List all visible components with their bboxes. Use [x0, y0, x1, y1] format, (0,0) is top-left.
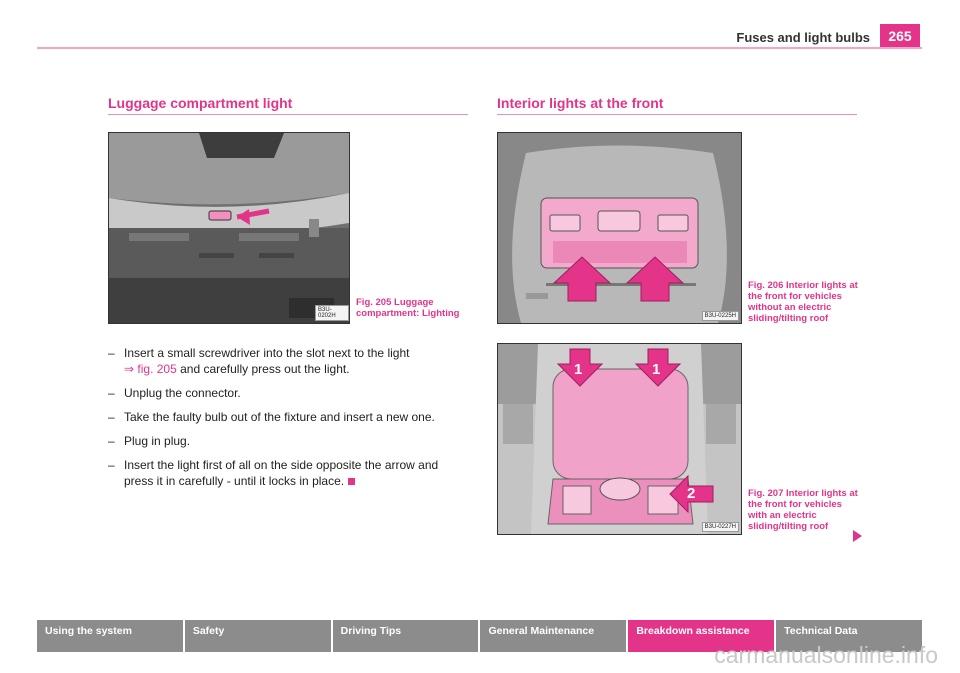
step-item — [108, 457, 468, 489]
next-page-arrow-icon[interactable] — [853, 530, 862, 542]
figure-205-caption: Fig. 205 Luggage compartment: Lighting — [356, 297, 460, 319]
tab-general-maintenance[interactable]: General Maintenance — [480, 620, 626, 652]
figure-207-caption: Fig. 207 Interior lights at the front for vehicles with an electric sliding/tilting roof — [748, 488, 858, 532]
watermark: carmanualsonline.info — [714, 642, 938, 668]
tab-breakdown-assistance[interactable]: Breakdown assistance — [628, 620, 774, 652]
step-5-text: Insert the light first of all on the side opposite the arrow and press it in carefully - until it locks in place. — [124, 458, 439, 488]
tab-technical-data[interactable]: Technical Data — [776, 620, 922, 652]
page-number: 265 — [880, 24, 920, 48]
tab-safety[interactable]: Safety — [185, 620, 331, 652]
figure-207-interior-lights — [497, 343, 742, 535]
step-item — [108, 385, 468, 401]
figure-code-205: B3U-0202H — [315, 305, 349, 321]
step-1-text-after: and carefully press out the light. — [176, 362, 350, 376]
interior-lights-no-roof-illustration — [498, 133, 741, 323]
figure-206-interior-lights — [497, 132, 742, 324]
step-1-text: Insert a small screwdriver into the slot next to the light — [124, 346, 410, 360]
section-title-luggage-light: Luggage compartment light — [108, 95, 293, 111]
callout-1-left: 1 — [574, 361, 583, 378]
step-3-text: Take the faulty bulb out of the fixture and insert a new one. — [124, 410, 435, 424]
figure-205-luggage-light — [108, 132, 350, 324]
figure-code-207: B3U-0227H — [702, 522, 739, 532]
figure-206-caption: Fig. 206 Interior lights at the front for vehicles without an electric sliding/tilting roof — [748, 280, 858, 324]
instruction-steps — [108, 345, 468, 497]
step-4-text: Plug in plug. — [124, 434, 191, 448]
callout-2: 2 — [687, 485, 696, 502]
tab-using-the-system[interactable]: Using the system — [37, 620, 183, 652]
step-item — [108, 345, 468, 377]
step-item — [108, 409, 468, 425]
section-end-marker — [348, 478, 355, 485]
interior-lights-with-roof-illustration — [498, 344, 741, 534]
step-2-text: Unplug the connector. — [124, 386, 241, 400]
figure-code-206: B3U-0225H — [702, 311, 739, 321]
section-title-interior-lights: Interior lights at the front — [497, 95, 664, 111]
figure-205-link[interactable]: ⇒ fig. 205 — [124, 362, 177, 376]
step-item — [108, 433, 468, 449]
luggage-light-illustration — [109, 133, 349, 323]
section-divider-left — [108, 114, 468, 115]
header-divider — [37, 47, 922, 49]
tab-driving-tips[interactable]: Driving Tips — [333, 620, 479, 652]
callout-1-right: 1 — [652, 361, 661, 378]
running-header-title: Fuses and light bulbs — [736, 30, 870, 45]
section-divider-right — [497, 114, 857, 115]
